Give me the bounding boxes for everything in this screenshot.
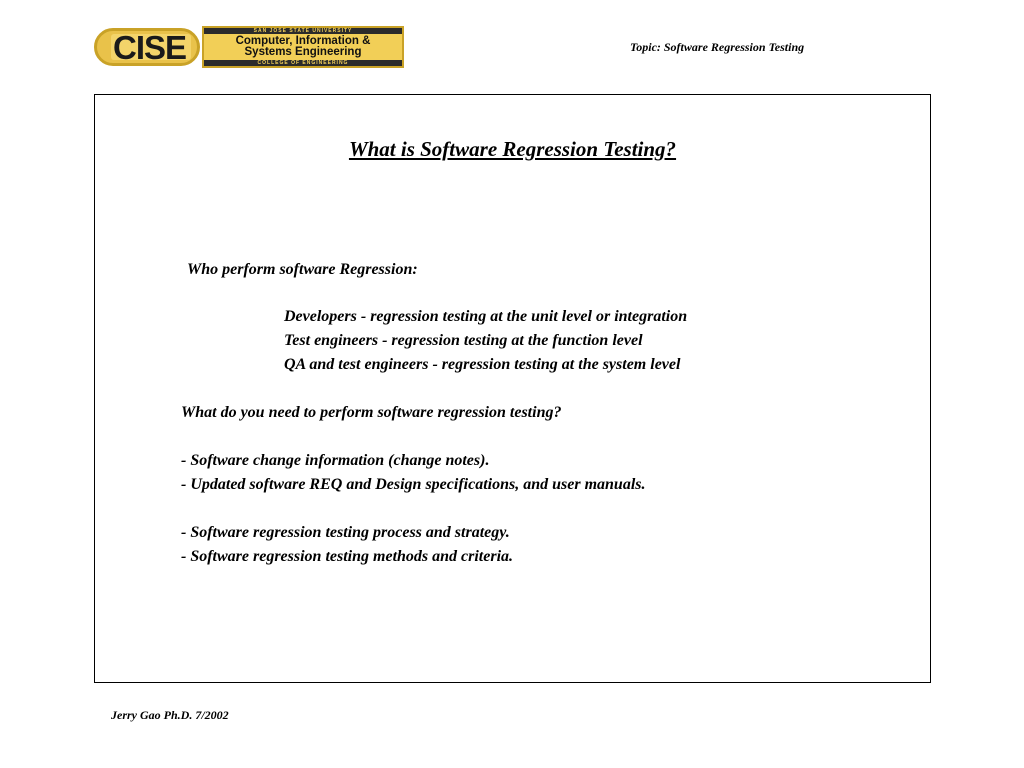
logo-department-line2: Systems Engineering: [244, 46, 362, 58]
role-item: QA and test engineers - regression testing at the system level: [284, 356, 681, 373]
logo-department: [204, 36, 402, 58]
logo-college: COLLEGE OF ENGINEERING: [204, 60, 402, 66]
topic-label: Topic: Software Regression Testing: [630, 40, 805, 54]
logo-badge: [94, 28, 200, 66]
role-item: Developers - regression testing at the unit level or integration: [284, 308, 688, 325]
logo-letters: CISE: [113, 29, 187, 66]
role-item: Test engineers - regression testing at the function level: [284, 332, 643, 349]
need-item: - Updated software REQ and Design specifications, and user manuals.: [181, 476, 646, 493]
who-heading: Who perform software Regression:: [187, 261, 418, 278]
slide-title: What is Software Regression Testing?: [348, 137, 677, 161]
need-item: - Software change information (change notes).: [181, 452, 490, 469]
need-item: - Software regression testing process and strategy.: [181, 524, 510, 541]
needs-list: [181, 449, 645, 569]
roles-list: [284, 305, 687, 377]
need-heading: What do you need to perform software regression testing?: [181, 404, 562, 421]
logo-university: SAN JOSE STATE UNIVERSITY: [204, 28, 402, 34]
need-item: - Software regression testing methods and criteria.: [181, 548, 514, 565]
footer-author: Jerry Gao Ph.D. 7/2002: [111, 708, 229, 722]
cise-logo: [94, 26, 406, 70]
logo-department-line1: Computer, Information &: [235, 35, 371, 47]
slide-frame: [94, 94, 931, 683]
logo-plate: [202, 26, 404, 68]
